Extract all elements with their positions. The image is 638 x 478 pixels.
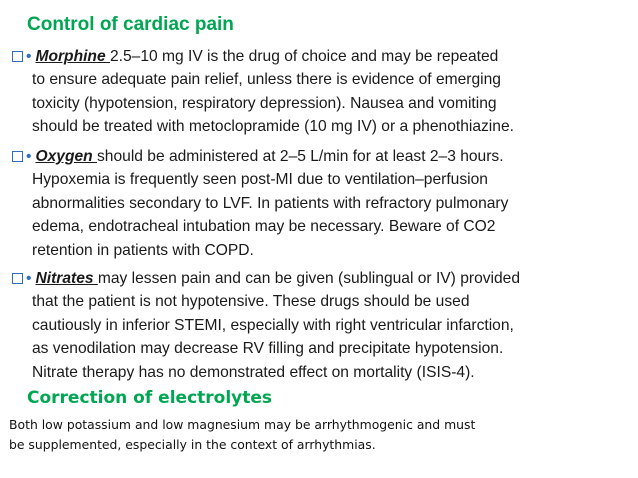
bullet-line: cautiously in inferior STEMI, especially with right ventricular infarction,: [32, 316, 514, 334]
bullet-text: should be administered at 2–5 L/min for at least 2–3 hours.: [97, 148, 504, 165]
bullet-text: 2.5–10 mg IV is the drug of choice and may be repeated: [109, 48, 499, 65]
bullet-morphine: [12, 45, 630, 139]
checkbox-bullet-icon: [12, 51, 23, 62]
bullet-dot: •: [26, 270, 32, 287]
bullet-line: Hypoxemia is frequently seen post-MI due to ventilation–perfusion: [32, 171, 488, 189]
keyword-nitrates: Nitrates: [35, 270, 98, 287]
bullet-line: toxicity (hypotension, respiratory depression). Nausea and vomiting: [32, 94, 497, 112]
bullet-line: that the patient is not hypotensive. These drugs should be used: [32, 293, 470, 311]
bullet-oxygen: [12, 145, 630, 262]
bullet-nitrates: [12, 267, 630, 384]
bullet-first-line: [12, 267, 630, 290]
heading-control-of-cardiac-pain: Control of cardiac pain: [27, 14, 234, 35]
electrolytes-paragraph: [9, 415, 475, 455]
checkbox-bullet-icon: [12, 151, 23, 162]
paragraph-line: Both low potassium and low magnesium may be arrhythmogenic and must: [9, 417, 476, 432]
bullet-line: should be treated with metoclopramide (10 mg IV) or a phenothiazine.: [32, 118, 514, 136]
bullet-line: retention in patients with COPD.: [32, 241, 254, 259]
bullet-dot: •: [26, 48, 32, 65]
paragraph-line: be supplemented, especially in the context of arrhythmias.: [9, 437, 376, 452]
bullet-line: as venodilation may decrease RV filling and precipitate hypotension.: [32, 340, 504, 358]
bullet-line: abnormalities secondary to LVF. In patients with refractory pulmonary: [32, 194, 509, 212]
bullet-line: to ensure adequate pain relief, unless there is evidence of emerging: [32, 71, 501, 89]
bullet-line: Nitrate therapy has no demonstrated effect on mortality (ISIS-4).: [32, 363, 475, 381]
bullet-first-line: [12, 45, 630, 68]
keyword-oxygen: Oxygen: [35, 148, 97, 165]
bullet-text: may lessen pain and can be given (sublingual or IV) provided: [97, 270, 521, 287]
bullet-dot: •: [26, 148, 32, 165]
keyword-morphine: Morphine: [35, 48, 110, 65]
bullet-first-line: [12, 145, 630, 168]
heading-correction-of-electrolytes: Correction of electrolytes: [27, 388, 273, 408]
checkbox-bullet-icon: [12, 273, 23, 284]
bullet-line: edema, endotracheal intubation may be necessary. Beware of CO2: [32, 218, 496, 236]
